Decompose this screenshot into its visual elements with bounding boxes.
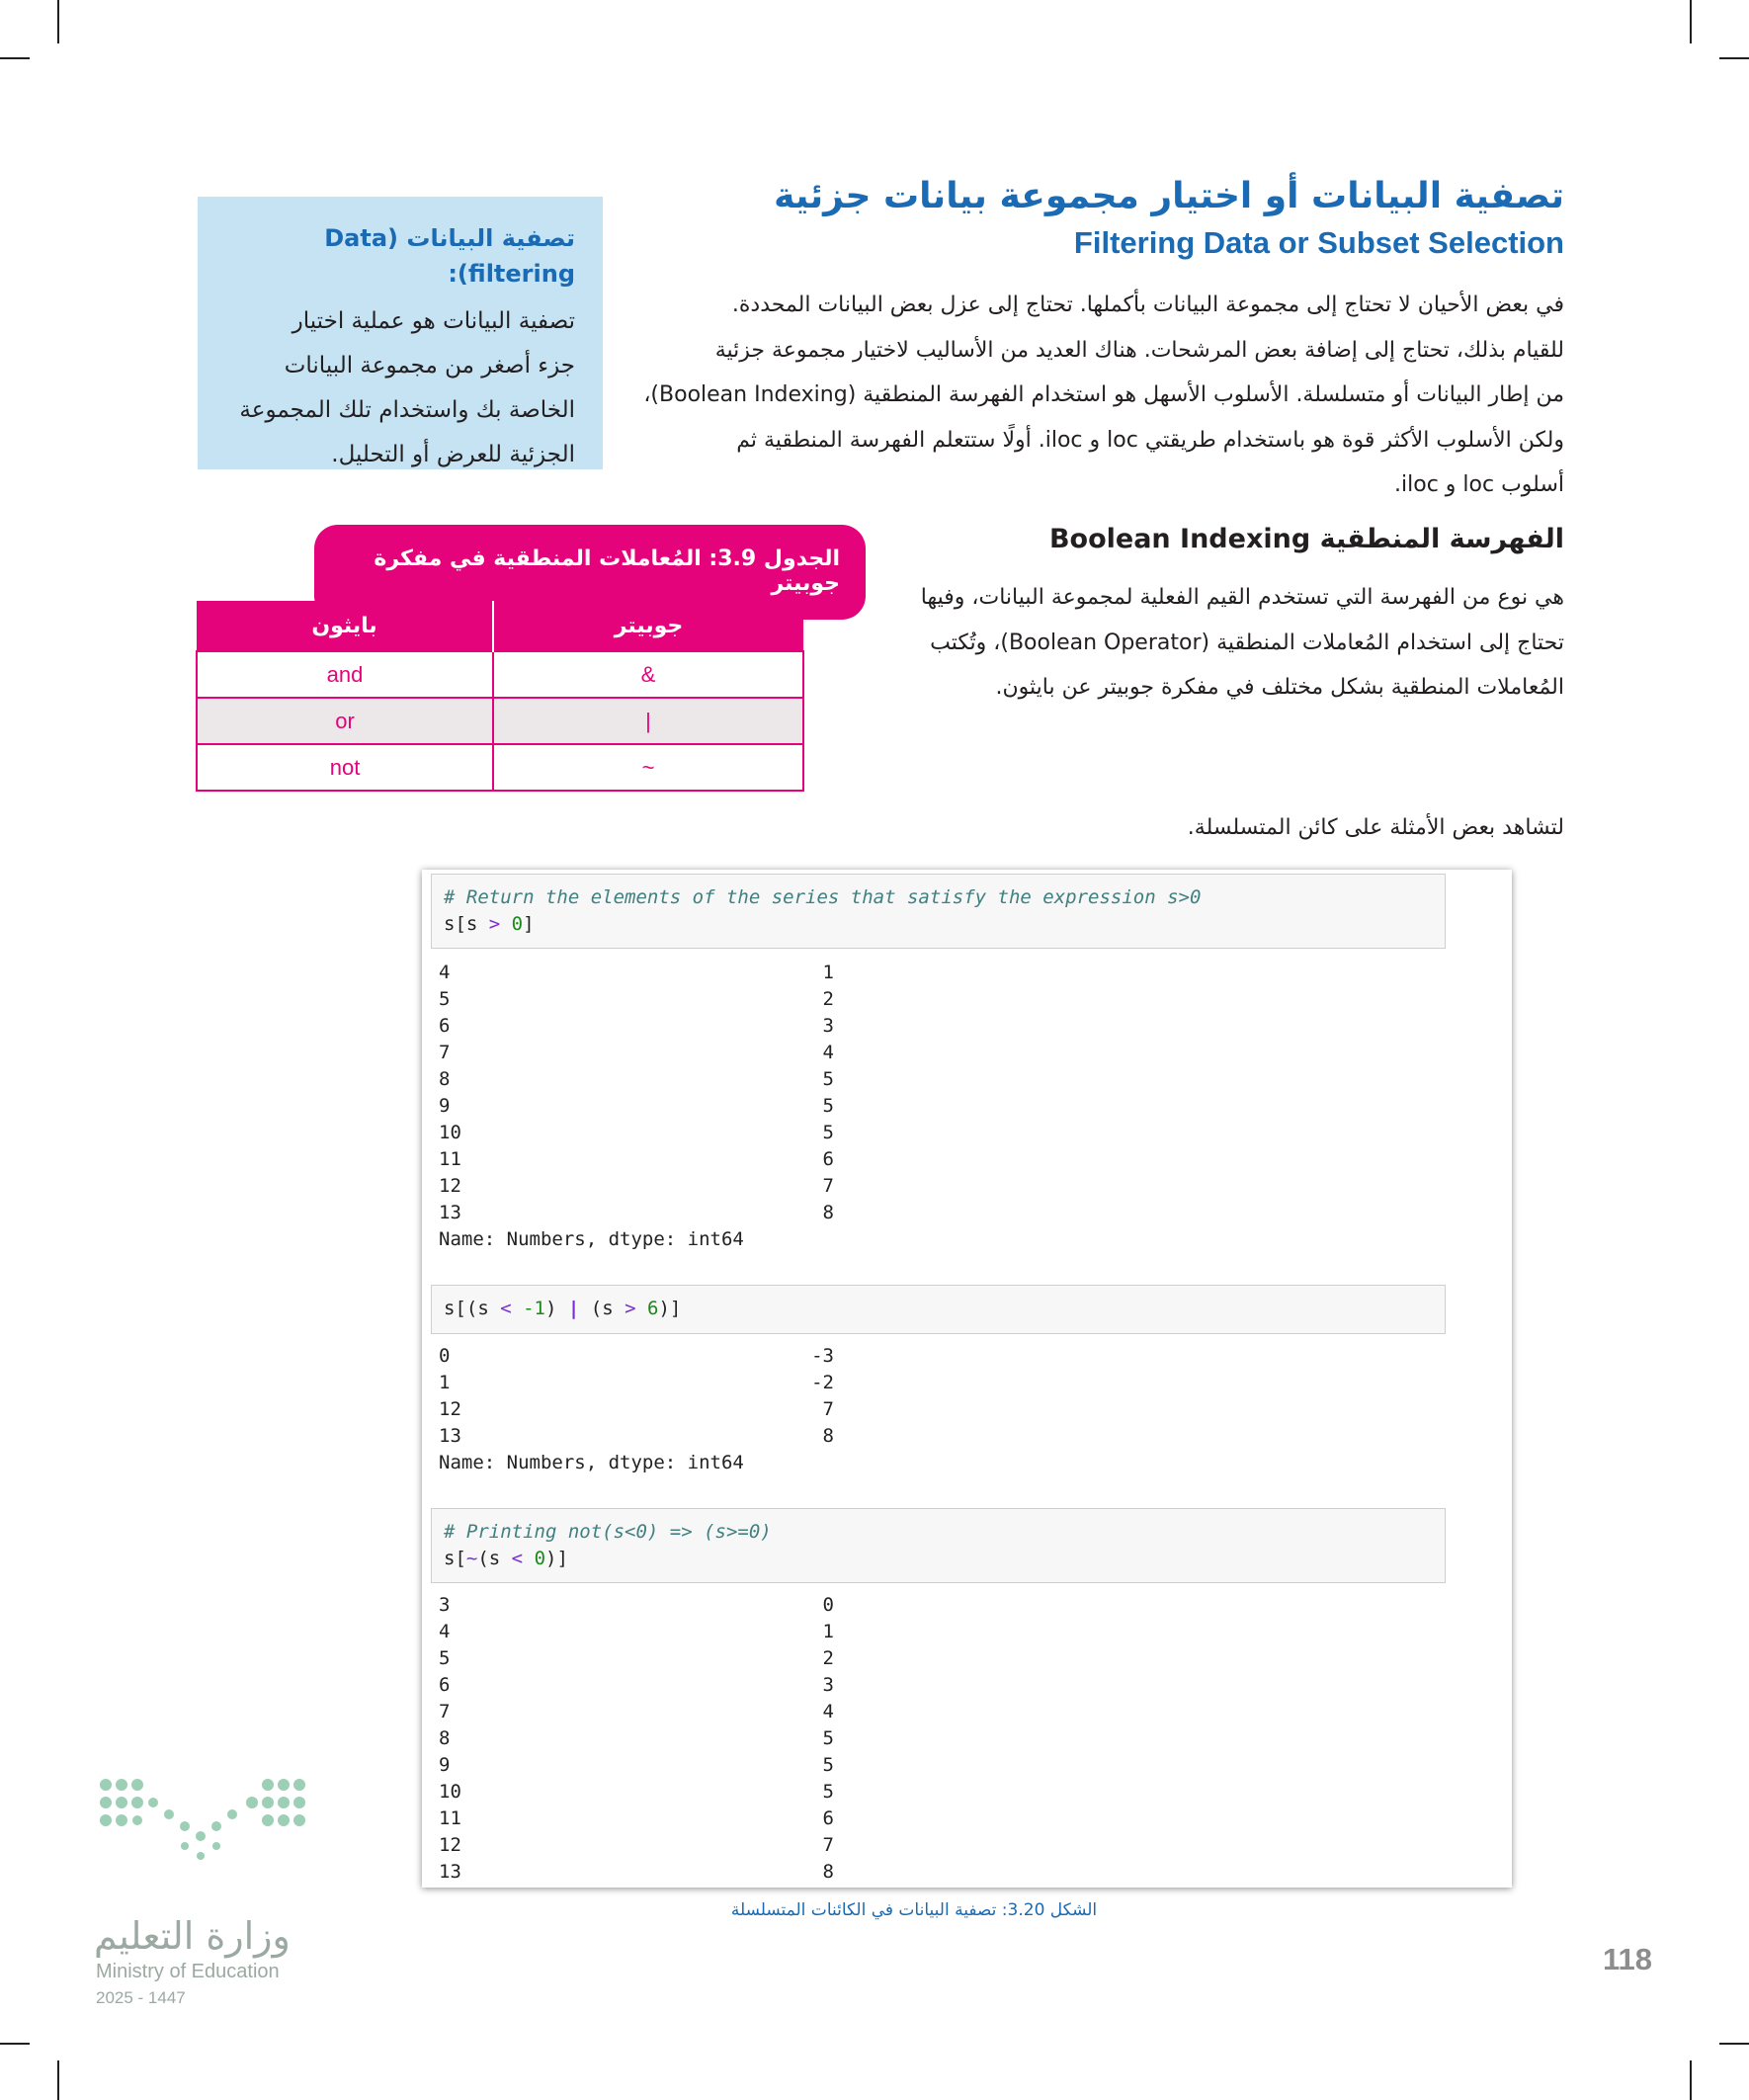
cell-output	[439, 960, 834, 1253]
output-index: 12	[439, 1834, 461, 1856]
output-index: 10	[439, 1122, 461, 1143]
output-value: 1	[822, 1621, 834, 1642]
output-row	[439, 1779, 834, 1806]
definition-line: الجزئية للعرض أو التحليل.	[331, 442, 575, 467]
output-index: 1	[439, 1372, 451, 1393]
output-index: 7	[439, 1042, 451, 1063]
code-cell[interactable]: # Printing not(s<0) => (s>=0) s[~(s < 0)]	[431, 1508, 1446, 1583]
output-index: 5	[439, 988, 451, 1010]
ministry-name-arabic: وزارة التعليم	[94, 1914, 291, 1958]
ministry-logo-icon	[94, 1775, 311, 1899]
table-caption: الجدول 3.9: المُعاملات المنطقية في مفكرة جوبيتر	[314, 525, 866, 620]
definition-title: تصفية البيانات (Data filtering):	[324, 224, 575, 288]
output-value: 8	[822, 1425, 834, 1447]
output-row	[439, 1040, 834, 1066]
output-value: 6	[822, 1148, 834, 1170]
section-title-arabic: تصفية البيانات أو اختيار مجموعة بيانات جزئية	[774, 176, 1564, 216]
output-value: 0	[822, 1594, 834, 1616]
ministry-year: 2025 - 1447	[96, 1988, 186, 2007]
output-row	[439, 1859, 834, 1886]
output-row	[439, 1619, 834, 1645]
ministry-name-english: Ministry of Education	[96, 1961, 280, 1982]
output-index: 4	[439, 1621, 451, 1642]
definition-line: جزء أصغر من مجموعة البيانات	[284, 353, 575, 378]
output-index: 12	[439, 1175, 461, 1197]
output-row	[439, 1645, 834, 1672]
output-row	[439, 1370, 834, 1396]
crop-mark	[1719, 2043, 1749, 2045]
jupyter-operator: |	[493, 698, 803, 744]
code-comment: # Printing not(s<0) => (s>=0)	[444, 1521, 772, 1543]
definition-line: تصفية البيانات هو عملية اختيار	[292, 308, 575, 334]
crop-mark	[0, 57, 30, 59]
output-value: 5	[822, 1095, 834, 1117]
output-index: 4	[439, 962, 451, 983]
output-row	[439, 986, 834, 1013]
output-row	[439, 1343, 834, 1370]
output-index: 12	[439, 1398, 461, 1420]
output-row	[439, 1066, 834, 1093]
table-row	[197, 651, 803, 698]
paragraph-line: في بعض الأحيان لا تحتاج إلى مجموعة البيانات بأكملها. تحتاج إلى عزل بعض البيانات المحددة.	[731, 293, 1564, 317]
cell-output	[439, 1592, 834, 1886]
output-value: 3	[822, 1674, 834, 1696]
paragraph-line: أسلوب loc و iloc.	[1394, 472, 1564, 497]
output-index: 13	[439, 1202, 461, 1223]
output-index: 8	[439, 1068, 451, 1090]
jupyter-operator: ~	[493, 744, 803, 791]
output-row	[439, 1592, 834, 1619]
output-index: 9	[439, 1754, 451, 1776]
paragraph-line: تحتاج إلى استخدام المُعاملات المنطقية (Boolean Operator)، وتُكتب	[930, 630, 1564, 655]
output-row	[439, 1146, 834, 1173]
paragraph-line: هي نوع من الفهرسة التي تستخدم القيم الفعلية لمجموعة البيانات، وفيها	[920, 585, 1564, 610]
output-value: 7	[822, 1834, 834, 1856]
table-header-row	[197, 601, 803, 651]
output-value: 8	[822, 1861, 834, 1883]
output-index: 6	[439, 1015, 451, 1037]
paragraph-line: المُعاملات المنطقية بشكل مختلف في مفكرة جوبيتر عن بايثون.	[995, 675, 1564, 700]
output-row	[439, 960, 834, 986]
table-row	[197, 744, 803, 791]
output-row	[439, 1672, 834, 1699]
code-comment: # Return the elements of the series that satisfy the expression s>0	[444, 886, 1202, 908]
crop-mark	[57, 2060, 59, 2100]
output-index: 11	[439, 1807, 461, 1829]
output-value: -3	[811, 1345, 834, 1367]
paragraph-line: من إطار البيانات أو متسلسلة. الأسلوب الأسهل هو استخدام الفهرسة المنطقية (Boolean Indexing)،	[643, 382, 1564, 407]
output-row	[439, 1725, 834, 1752]
output-index: 6	[439, 1674, 451, 1696]
examples-intro: لتشاهد بعض الأمثلة على كائن المتسلسلة.	[1187, 815, 1564, 840]
page-number: 118	[1603, 1942, 1653, 1976]
crop-mark	[57, 0, 59, 43]
output-value: 5	[822, 1781, 834, 1803]
output-footer: Name: Numbers, dtype: int64	[439, 1228, 744, 1250]
output-value: 5	[822, 1068, 834, 1090]
crop-mark	[0, 2043, 30, 2045]
output-row	[439, 1013, 834, 1040]
crop-mark	[1690, 2060, 1692, 2100]
output-index: 8	[439, 1727, 451, 1749]
output-footer: Name: Numbers, dtype: int64	[439, 1452, 744, 1473]
output-index: 13	[439, 1861, 461, 1883]
definition-body	[225, 299, 575, 477]
output-value: 2	[822, 1647, 834, 1669]
output-index: 9	[439, 1095, 451, 1117]
boolean-paragraph	[873, 575, 1564, 711]
output-row	[439, 1752, 834, 1779]
jupyter-operator: &	[493, 651, 803, 698]
output-value: 1	[822, 962, 834, 983]
output-row	[439, 1093, 834, 1120]
output-value: 5	[822, 1754, 834, 1776]
crop-mark	[1719, 57, 1749, 59]
code-cell[interactable]: s[(s < -1) | (s > 6)]	[431, 1285, 1446, 1334]
output-value: 2	[822, 988, 834, 1010]
header-jupyter: جوبيتر	[493, 601, 803, 651]
output-row	[439, 1832, 834, 1859]
figure-caption: الشكل 3.20: تصفية البيانات في الكائنات المتسلسلة	[730, 1900, 1098, 1920]
table-row	[197, 698, 803, 744]
python-operator: or	[197, 698, 493, 744]
output-value: 7	[822, 1398, 834, 1420]
code-cell[interactable]: # Return the elements of the series that satisfy the expression s>0 s[s > 0]	[431, 874, 1446, 949]
output-row	[439, 1396, 834, 1423]
header-python: بايثون	[197, 601, 493, 651]
output-value: 3	[822, 1015, 834, 1037]
output-value: 7	[822, 1175, 834, 1197]
output-value: -2	[811, 1372, 834, 1393]
cell-output	[439, 1343, 834, 1476]
paragraph-line: ولكن الأسلوب الأكثر قوة هو باستخدام طريقتي loc و iloc. أولًا ستتعلم الفهرسة المنطقية ثم	[736, 427, 1564, 453]
output-index: 13	[439, 1425, 461, 1447]
logical-operators-table	[196, 601, 804, 792]
output-row	[439, 1806, 834, 1832]
output-value: 5	[822, 1727, 834, 1749]
definition-box	[198, 197, 603, 469]
output-index: 7	[439, 1701, 451, 1722]
output-value: 4	[822, 1701, 834, 1722]
output-index: 11	[439, 1148, 461, 1170]
output-value: 6	[822, 1807, 834, 1829]
output-value: 8	[822, 1202, 834, 1223]
output-index: 5	[439, 1647, 451, 1669]
output-value: 4	[822, 1042, 834, 1063]
intro-paragraph	[635, 283, 1564, 508]
python-operator: not	[197, 744, 493, 791]
crop-mark	[1690, 0, 1692, 43]
output-index: 0	[439, 1345, 451, 1367]
output-index: 3	[439, 1594, 451, 1616]
output-row	[439, 1423, 834, 1450]
section-title-english: Filtering Data or Subset Selection	[1073, 225, 1564, 260]
output-row	[439, 1200, 834, 1226]
paragraph-line: للقيام بذلك، تحتاج إلى إضافة بعض المرشحات. هناك العديد من الأساليب لاختيار مجموعة جزئية	[714, 337, 1564, 363]
output-row	[439, 1173, 834, 1200]
boolean-indexing-heading: الفهرسة المنطقية Boolean Indexing	[1048, 524, 1564, 554]
output-value: 5	[822, 1122, 834, 1143]
output-index: 10	[439, 1781, 461, 1803]
output-row	[439, 1120, 834, 1146]
output-row	[439, 1699, 834, 1725]
python-operator: and	[197, 651, 493, 698]
jupyter-notebook-figure	[422, 870, 1512, 1888]
definition-line: الخاصة بك واستخدام تلك المجموعة	[239, 397, 575, 423]
